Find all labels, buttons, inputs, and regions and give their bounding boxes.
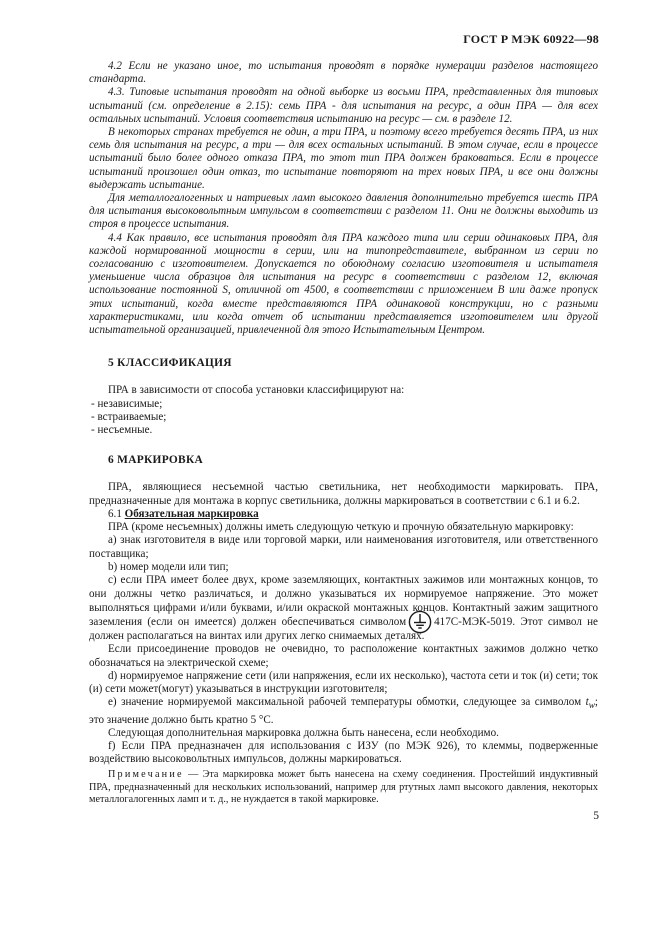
tw-symbol — [585, 696, 595, 712]
marking-item-b: b) номер модели или тип; — [108, 560, 229, 573]
additional-marking-intro: Следующая дополнительная маркировка должна быть нанесена, если необходимо. — [108, 726, 499, 739]
marking-item-f: f) Если ПРА предназначен для использования с ИЗУ (по МЭК 926), то клеммы, подверженные воздействию высоковольтных импульсов, должны маркироваться. — [89, 740, 598, 766]
mandatory-marking-intro: ПРА (кроме несъемных) должны иметь следующую четкую и прочную обязательную маркировку: — [108, 521, 574, 534]
marking-intro: ПРА, являющиеся несъемной частью светильника, нет необходимости маркировать. ПРА, предназначенные для монтажа в корпус светильника, должны маркироваться в соответствии с 6.1 и 6.2. — [89, 481, 598, 507]
marking-item-a: а) знак изготовителя в виде или торговой марки, или наименования изготовителя, или ответственного поставщика; — [89, 534, 598, 560]
clause-4-4: 4.4 Как правило, все испытания проводят для ПРА каждого типа или серии одинаковых ПРА, для каждой нормированной мощности в серии, или на типопредставителе, выбранном из серии по согласованию с изготовителем. Допускается по обоюдному согласию изготовителя и испытателя уменьшение числа образцов для испытания на ресурс в соответствии с разделом 12, включая использование постоянной S, отличной от 4500, в соответствии с приложением В или даже пропуск этих испытаний, когда вместе представляются ПРА одинаковой конструкции, но с разными характеристиками, или когда отчет об испытании представляется изготовителем или другой испытательной организацией, привлеченной для этого Испытательным Центром. — [89, 231, 598, 337]
clause-6-1-title: Обязательная маркировка — [124, 507, 259, 520]
marking-item-e — [89, 696, 598, 727]
terminal-layout-note: Если присоединение проводов не очевидно, то расположение контактных зажимов должно четко обозначаться на электрической схеме; — [89, 643, 598, 669]
clause-6-1-heading — [89, 508, 598, 521]
marking-item-d: d) нормируемое напряжение сети (или напряжения, если их несколько), частота сети и ток (и) сети; ток (и) сети может(могут) указываться в инструкции изготовителя; — [89, 669, 598, 696]
note-label: Примечание — [108, 769, 184, 781]
note — [89, 769, 598, 806]
note-text: — Эта маркировка может быть нанесена на схему соединения. Простейший индуктивный ПРА, предназначенный для нескольких использований, например для ртутных ламп высокого давления, некоторых металлогалогенных ламп и т. д., не нуждается в такой маркировке. — [89, 769, 598, 806]
marking-item-c-text: с) если ПРА имеет более двух, кроме заземляющих, контактных зажимов или монтажных концов, то они должны четко различаться, и должно указываться их нормируемое напряжение. Это может выполняться цифрами и/или буквами, и/или окраской монтажных концов. Контактный зажим защитного заземления (если он имеется) должен обеспечиваться символом — [89, 573, 598, 628]
clause-4-2: 4.2 Если не указано иное, то испытания проводят в порядке нумерации разделов настоящего стандарта. — [89, 60, 598, 86]
classification-intro: ПРА в зависимости от способа установки классифицируют на: — [108, 384, 405, 397]
classification-item-integral: - несъемные. — [91, 424, 153, 437]
marking-item-e-rest: ; это значение должно быть кратно 5 °С. — [89, 696, 598, 726]
document-id-header: ГОСТ Р МЭК 60922—98 — [463, 32, 599, 46]
page-number: 5 — [593, 810, 599, 822]
clause-4-3-countries: В некоторых странах требуется не один, а три ПРА, и поэтому всего требуется десять ПРА, из них семь для испытания на ресурс, а три — для всех остальных испытаний. В этом случае, если в процессе испытаний было более одного отказа ПРА, то этот тип ПРА должен браковаться. Если в процессе испытаний произошел один отказ, то испытание повторяют на трех новых ПРА, и все они должны выдержать испытание. — [89, 126, 598, 191]
classification-item-built-in: - встраиваемые; — [91, 410, 167, 423]
marking-item-c-symbol-text: 417С-МЭК-5019. Этот символ не должен располагаться на винтах или других легко снимаемых деталях. — [89, 615, 598, 642]
clause-4-3-metal-halide: Для металлогалогенных и натриевых ламп высокого давления дополнительно требуется шесть ПРА для испытания высоковольтным импульсом в соответствии с разделом 11. Они не должны выходить из строя в процессе испытания. — [89, 192, 598, 231]
classification-item-independent: - независимые; — [91, 397, 163, 410]
clause-4-3: 4.3. Типовые испытания проводят на одной выборке из восьми ПРА, представленных для типовых испытаний (см. определение в 2.15): семь ПРА - для испытания на ресурс, а один ПРА — для всех остальных испытаний. Условия соответствия испытанию на ресурс — см. в разделе 12. — [89, 86, 598, 125]
section-6-title: 6 МАРКИРОВКА — [108, 454, 204, 467]
marking-item-c — [89, 574, 598, 644]
section-5-title: 5 КЛАССИФИКАЦИЯ — [108, 357, 232, 370]
marking-item-e-text: е) значение нормируемой максимальной рабочей температуры обмотки, следующее за символом — [108, 696, 582, 709]
clause-6-1-number: 6.1 — [108, 507, 122, 520]
tw-symbol-t: t — [585, 696, 589, 709]
page-body — [89, 60, 598, 807]
tw-symbol-w: w — [588, 701, 595, 712]
